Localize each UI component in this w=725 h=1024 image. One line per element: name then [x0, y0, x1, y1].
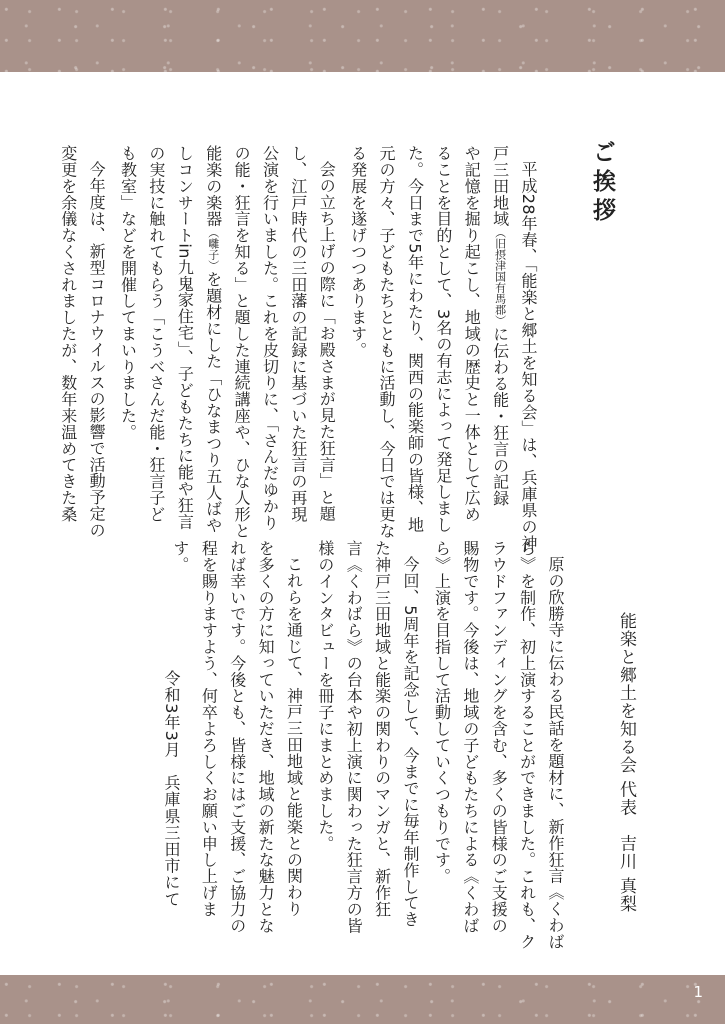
text-segment: 様のインタビューを冊子にまとめました。 — [315, 540, 335, 852]
greeting-body-top — [53, 145, 542, 551]
text-line — [279, 540, 307, 950]
text-segment: や記憶を掘り起こし、地域の歴史と一体として広め — [462, 145, 482, 523]
text-line — [227, 145, 255, 551]
text-segment: 賜物です。今後は、地域の子どもたちによる《くわば — [460, 540, 480, 934]
text-line — [455, 540, 483, 950]
text-segment: しコンサートin九鬼家住宅」、子どもたちに能や狂言 — [175, 145, 195, 530]
text-segment: 変更を余儀なくされましたが、数年来温めてきた桑 — [58, 145, 78, 523]
text-segment: た。今日まで5年にわたり、関西の能楽師の皆様、地 — [405, 145, 425, 533]
text-segment: 公演を行いました。これを皮切りに、「さんだゆかり — [260, 145, 280, 531]
text-line — [170, 145, 198, 551]
text-line — [222, 540, 250, 950]
text-line — [113, 145, 141, 551]
decorative-footer-band — [0, 975, 725, 1024]
text-segment: を題材にした「ひなまつり五人ばや — [203, 271, 223, 534]
text-line — [198, 145, 226, 551]
decorative-header-band — [0, 0, 725, 72]
text-segment: に伝わる能・狂言の記録 — [490, 326, 510, 507]
text-line — [400, 145, 428, 551]
date-place: 令和3年3月 兵庫県三田市にて — [162, 670, 181, 908]
text-segment: 戸三田地域 — [490, 145, 510, 227]
text-segment: ることを目的として、3名の有志によって発足しまし — [433, 145, 453, 533]
text-line — [396, 540, 424, 950]
text-segment: る発展を遂げつつあります。 — [348, 145, 368, 359]
text-segment: す。 — [170, 540, 190, 573]
text-line — [312, 145, 340, 551]
text-line — [372, 145, 400, 551]
text-segment: 言《くわばら》の台本や初上演に関わった狂言方の皆 — [344, 540, 364, 934]
signature: 能楽と郷土を知る会 代表 吉川 真梨 — [616, 612, 636, 913]
text-line — [457, 145, 485, 551]
text-line — [339, 540, 367, 950]
text-segment: ら》上演を目指して活動していくつもりです。 — [432, 540, 452, 885]
text-segment: 能楽の楽器 — [203, 145, 223, 227]
text-segment: も教室」などを開催してまいりました。 — [118, 145, 138, 441]
text-segment: 程を賜りますよう、何卒よろしくお願い申し上げま — [199, 540, 219, 918]
text-line — [428, 145, 456, 551]
parenthetical-note: （囃子） — [206, 227, 220, 271]
text-line — [427, 540, 455, 950]
text-segment: を多くの方に知っていただき、地域の新たな魅力とな — [256, 540, 276, 934]
text-line — [484, 540, 512, 950]
text-line — [367, 540, 395, 950]
text-line — [485, 145, 513, 551]
text-segment: 元の方々、子どもたちとともに活動し、今日では更な — [377, 145, 397, 539]
text-segment: 原の欣勝寺に伝わる民話を題材に、新作狂言《くわば — [546, 556, 565, 950]
text-line — [142, 145, 170, 551]
text-segment: 今回、5周年を記念して、今までに毎年制作してき — [401, 556, 421, 928]
text-line — [512, 540, 540, 950]
text-segment: 今年度は、新型コロナウイルスの影響で活動予定の — [87, 161, 107, 539]
text-line — [194, 540, 222, 950]
text-segment: 会の立ち上げの際に「お殿さまが見た狂言」と題 — [317, 161, 337, 522]
text-line — [514, 145, 542, 551]
text-segment: の能・狂言を知る」と題した連続講座や、ひな人形と — [232, 145, 252, 539]
text-segment: ラウドファンディングを含む、多くの皆様のご支援の — [489, 540, 509, 934]
page-number: 1 — [693, 983, 703, 1001]
text-segment: た神戸三田地域と能楽の関わりのマンガと、新作狂 — [372, 540, 392, 918]
text-segment: れば幸いです。今後とも、皆様にはご支援、ご協力の — [227, 540, 247, 934]
text-segment: ら》を制作、初上演することができました。これも、ク — [517, 540, 537, 950]
text-line — [82, 145, 110, 551]
text-segment: の実技に触れてもらう「こうべさんだ能・狂言子ど — [146, 145, 166, 523]
text-line — [343, 145, 371, 551]
text-line — [541, 540, 569, 950]
text-line — [255, 145, 283, 551]
parenthetical-note: （旧摂津国有馬郡） — [493, 227, 507, 326]
text-line — [310, 540, 338, 950]
greeting-body-bottom — [166, 540, 569, 950]
text-segment: し、江戸時代の三田藩の記録に基づいた狂言の再現 — [288, 145, 308, 523]
text-segment: 平成28年春、「能楽と郷土を知る会」は、兵庫県の神 — [519, 161, 538, 552]
text-line — [53, 145, 81, 551]
text-segment: これらを通じて、神戸三田地域と能楽との関わり — [284, 556, 304, 917]
text-line — [283, 145, 311, 551]
text-line — [251, 540, 279, 950]
page-title: ご挨拶 — [589, 140, 615, 227]
